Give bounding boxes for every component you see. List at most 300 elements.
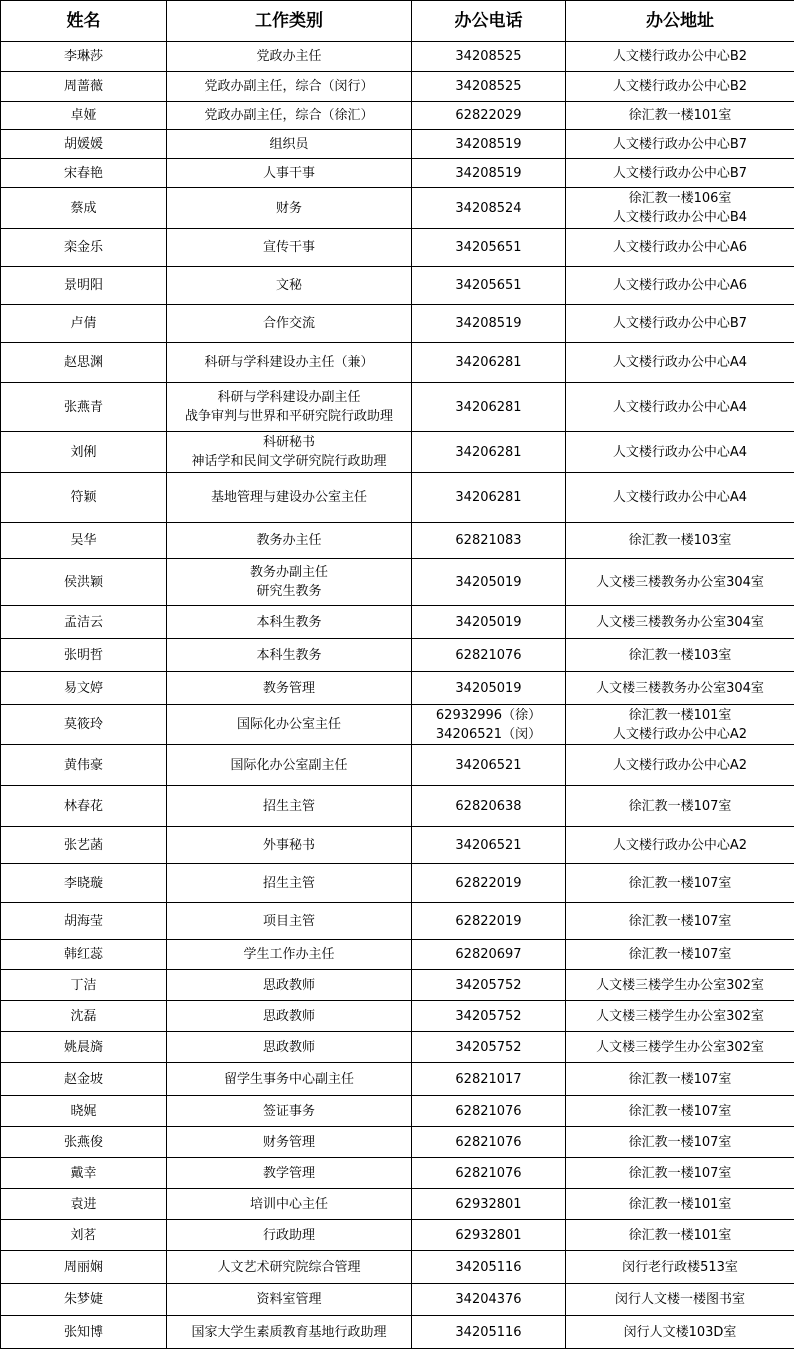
address-line: 人文楼三楼教务办公室304室 (570, 613, 790, 632)
phone-line: 34206521 (416, 756, 561, 775)
name-cell: 吴华 (1, 523, 167, 559)
role-cell (167, 827, 412, 864)
role-cell (167, 1063, 412, 1096)
phone-line: 34208525 (416, 47, 561, 66)
role-line: 培训中心主任 (171, 1195, 407, 1214)
name-cell: 张燕青 (1, 383, 167, 432)
address-cell (566, 383, 794, 432)
role-cell (167, 473, 412, 523)
table-row (1, 1001, 794, 1032)
address-line: 人文楼行政办公中心B7 (570, 135, 790, 154)
address-line: 徐汇教一楼107室 (570, 1102, 790, 1121)
role-line: 思政教师 (171, 1038, 407, 1057)
table-row (1, 72, 794, 102)
address-line: 徐汇教一楼103室 (570, 646, 790, 665)
address-cell (566, 1220, 794, 1251)
phone-line: 34205019 (416, 573, 561, 592)
phone-cell (412, 229, 566, 267)
role-cell (167, 523, 412, 559)
name-cell: 卓娅 (1, 102, 167, 130)
table-row (1, 1220, 794, 1251)
name-cell: 刘茗 (1, 1220, 167, 1251)
name-cell: 沈磊 (1, 1001, 167, 1032)
address-cell (566, 305, 794, 343)
name-cell: 栾金乐 (1, 229, 167, 267)
phone-line: 62822019 (416, 874, 561, 893)
phone-cell (412, 705, 566, 745)
name-cell: 袁进 (1, 1189, 167, 1220)
phone-cell (412, 1032, 566, 1063)
role-line: 本科生教务 (171, 613, 407, 632)
address-line: 人文楼三楼学生办公室302室 (570, 1038, 790, 1057)
table-row (1, 672, 794, 705)
phone-line: 62932801 (416, 1195, 561, 1214)
role-cell (167, 970, 412, 1001)
address-cell (566, 1284, 794, 1316)
address-cell (566, 1189, 794, 1220)
address-line: 闵行人文楼一楼图书室 (570, 1290, 790, 1309)
address-cell (566, 705, 794, 745)
phone-cell (412, 970, 566, 1001)
role-cell (167, 639, 412, 672)
address-cell (566, 786, 794, 827)
role-line: 合作交流 (171, 314, 407, 333)
address-cell (566, 903, 794, 940)
address-line: 人文楼三楼教务办公室304室 (570, 573, 790, 592)
table-row (1, 267, 794, 305)
role-cell (167, 130, 412, 159)
name-cell: 赵思渊 (1, 343, 167, 383)
name-cell: 姚晨旖 (1, 1032, 167, 1063)
role-cell (167, 745, 412, 786)
phone-cell (412, 343, 566, 383)
phone-cell (412, 606, 566, 639)
phone-line: 34208519 (416, 135, 561, 154)
address-cell (566, 267, 794, 305)
address-cell (566, 1158, 794, 1189)
role-line: 教务办主任 (171, 531, 407, 550)
table-row (1, 940, 794, 970)
table-row (1, 383, 794, 432)
phone-line: 62821076 (416, 1164, 561, 1183)
address-line: 闵行人文楼103D室 (570, 1323, 790, 1342)
address-line: 人文楼行政办公中心A4 (570, 353, 790, 372)
role-cell (167, 672, 412, 705)
name-cell: 晓娓 (1, 1096, 167, 1127)
name-cell: 林春花 (1, 786, 167, 827)
name-cell: 黄伟豪 (1, 745, 167, 786)
phone-cell (412, 383, 566, 432)
phone-cell (412, 559, 566, 606)
table-row (1, 1032, 794, 1063)
table-row (1, 1127, 794, 1158)
address-line: 人文楼行政办公中心B2 (570, 77, 790, 96)
name-cell: 张知博 (1, 1316, 167, 1349)
name-cell: 景明阳 (1, 267, 167, 305)
role-line: 项目主管 (171, 912, 407, 931)
phone-line: 62932801 (416, 1226, 561, 1245)
role-cell (167, 1220, 412, 1251)
phone-line: 62821083 (416, 531, 561, 550)
role-cell (167, 1284, 412, 1316)
role-line: 招生主管 (171, 874, 407, 893)
phone-line: 34206521 (416, 836, 561, 855)
phone-cell (412, 130, 566, 159)
phone-cell (412, 42, 566, 72)
address-line: 人文楼行政办公中心A4 (570, 443, 790, 462)
address-line: 徐汇教一楼107室 (570, 1070, 790, 1089)
role-line: 科研与学科建设办副主任 (171, 388, 407, 407)
table-row (1, 1251, 794, 1284)
address-line: 人文楼行政办公中心A6 (570, 276, 790, 295)
table-row (1, 970, 794, 1001)
header-name: 姓名 (1, 1, 167, 42)
address-line: 徐汇教一楼107室 (570, 1164, 790, 1183)
address-cell (566, 745, 794, 786)
table-row (1, 639, 794, 672)
role-line: 科研与学科建设办主任（兼） (171, 353, 407, 372)
address-cell (566, 1127, 794, 1158)
role-line: 行政助理 (171, 1226, 407, 1245)
role-line: 教务管理 (171, 679, 407, 698)
role-cell (167, 72, 412, 102)
address-cell (566, 639, 794, 672)
phone-line: 62821076 (416, 646, 561, 665)
phone-line: 62821017 (416, 1070, 561, 1089)
role-cell (167, 864, 412, 903)
address-line: 人文楼行政办公中心B2 (570, 47, 790, 66)
role-line: 国际化办公室主任 (171, 715, 407, 734)
role-line: 财务管理 (171, 1133, 407, 1152)
role-line: 教务办副主任 (171, 563, 407, 582)
table-row (1, 827, 794, 864)
phone-cell (412, 786, 566, 827)
name-cell: 易文婷 (1, 672, 167, 705)
role-line: 宣传干事 (171, 238, 407, 257)
role-line: 国家大学生素质教育基地行政助理 (171, 1323, 407, 1342)
address-cell (566, 827, 794, 864)
address-cell (566, 1251, 794, 1284)
role-line: 组织员 (171, 135, 407, 154)
phone-line: 62822019 (416, 912, 561, 931)
role-cell (167, 786, 412, 827)
address-cell (566, 606, 794, 639)
address-line: 人文楼三楼教务办公室304室 (570, 679, 790, 698)
address-line: 徐汇教一楼106室 (570, 189, 790, 208)
phone-cell (412, 1096, 566, 1127)
table-row (1, 606, 794, 639)
address-line: 徐汇教一楼107室 (570, 912, 790, 931)
table-row (1, 102, 794, 130)
phone-line: 62821076 (416, 1133, 561, 1152)
address-cell (566, 864, 794, 903)
table-row (1, 473, 794, 523)
table-row (1, 432, 794, 473)
table-row (1, 523, 794, 559)
role-line: 财务 (171, 199, 407, 218)
table-header-row (1, 1, 794, 42)
role-cell (167, 705, 412, 745)
phone-line: 34205116 (416, 1323, 561, 1342)
role-cell (167, 1316, 412, 1349)
phone-cell (412, 639, 566, 672)
table-row (1, 1284, 794, 1316)
table-row (1, 305, 794, 343)
role-cell (167, 1001, 412, 1032)
table-row (1, 903, 794, 940)
address-cell (566, 1316, 794, 1349)
phone-line: 34206281 (416, 398, 561, 417)
role-cell (167, 1032, 412, 1063)
phone-line: 34205019 (416, 679, 561, 698)
role-cell (167, 159, 412, 188)
role-line: 党政办副主任，综合（徐汇） (171, 106, 407, 125)
phone-line: 34206521（闵） (416, 725, 561, 744)
address-line: 徐汇教一楼107室 (570, 797, 790, 816)
address-line: 徐汇教一楼107室 (570, 1133, 790, 1152)
name-cell: 莫筱玲 (1, 705, 167, 745)
phone-line: 34205651 (416, 238, 561, 257)
address-line: 徐汇教一楼103室 (570, 531, 790, 550)
name-cell: 符颖 (1, 473, 167, 523)
header-address: 办公地址 (566, 1, 794, 42)
table-row (1, 1316, 794, 1349)
phone-line: 34208524 (416, 199, 561, 218)
phone-line: 34206281 (416, 488, 561, 507)
role-cell (167, 383, 412, 432)
role-line: 科研秘书 (171, 433, 407, 452)
role-cell (167, 606, 412, 639)
phone-cell (412, 1127, 566, 1158)
address-cell (566, 159, 794, 188)
phone-line: 62932996（徐） (416, 706, 561, 725)
phone-cell (412, 864, 566, 903)
name-cell: 韩红蕊 (1, 940, 167, 970)
phone-line: 34206281 (416, 353, 561, 372)
table-row (1, 559, 794, 606)
role-line: 神话学和民间文学研究院行政助理 (171, 452, 407, 471)
address-line: 人文楼行政办公中心A6 (570, 238, 790, 257)
phone-cell (412, 1063, 566, 1096)
table-row (1, 1096, 794, 1127)
phone-line: 34204376 (416, 1290, 561, 1309)
address-cell (566, 102, 794, 130)
phone-line: 62821076 (416, 1102, 561, 1121)
phone-cell (412, 903, 566, 940)
address-cell (566, 523, 794, 559)
role-cell (167, 559, 412, 606)
phone-cell (412, 1158, 566, 1189)
phone-cell (412, 188, 566, 229)
address-cell (566, 1063, 794, 1096)
phone-cell (412, 1284, 566, 1316)
address-line: 人文楼行政办公中心B7 (570, 164, 790, 183)
role-cell (167, 188, 412, 229)
address-line: 人文楼行政办公中心A2 (570, 836, 790, 855)
table-row (1, 1063, 794, 1096)
phone-line: 34205752 (416, 1038, 561, 1057)
address-line: 徐汇教一楼107室 (570, 945, 790, 964)
phone-cell (412, 305, 566, 343)
phone-line: 34205752 (416, 976, 561, 995)
role-cell (167, 1189, 412, 1220)
phone-cell (412, 159, 566, 188)
phone-cell (412, 102, 566, 130)
name-cell: 侯洪颖 (1, 559, 167, 606)
table-row (1, 159, 794, 188)
address-cell (566, 1001, 794, 1032)
role-cell (167, 940, 412, 970)
name-cell: 朱梦婕 (1, 1284, 167, 1316)
phone-line: 62822029 (416, 106, 561, 125)
header-phone: 办公电话 (412, 1, 566, 42)
name-cell: 周丽娴 (1, 1251, 167, 1284)
name-cell: 丁洁 (1, 970, 167, 1001)
address-cell (566, 72, 794, 102)
address-cell (566, 188, 794, 229)
address-line: 人文楼行政办公中心A4 (570, 488, 790, 507)
address-line: 人文楼行政办公中心B7 (570, 314, 790, 333)
role-line: 战争审判与世界和平研究院行政助理 (171, 407, 407, 426)
role-cell (167, 42, 412, 72)
address-line: 人文楼三楼学生办公室302室 (570, 1007, 790, 1026)
table-row (1, 130, 794, 159)
phone-cell (412, 672, 566, 705)
role-line: 思政教师 (171, 1007, 407, 1026)
address-line: 徐汇教一楼101室 (570, 1195, 790, 1214)
table-row (1, 188, 794, 229)
role-line: 文秘 (171, 276, 407, 295)
table-row (1, 1189, 794, 1220)
phone-cell (412, 1316, 566, 1349)
address-line: 人文楼行政办公中心A4 (570, 398, 790, 417)
address-cell (566, 42, 794, 72)
phone-line: 62820638 (416, 797, 561, 816)
role-cell (167, 1251, 412, 1284)
table-row (1, 864, 794, 903)
table-row (1, 786, 794, 827)
address-line: 闵行老行政楼513室 (570, 1258, 790, 1277)
role-line: 研究生教务 (171, 582, 407, 601)
phone-line: 34208525 (416, 77, 561, 96)
address-cell (566, 432, 794, 473)
phone-line: 34206281 (416, 443, 561, 462)
role-cell (167, 267, 412, 305)
role-line: 思政教师 (171, 976, 407, 995)
role-line: 留学生事务中心副主任 (171, 1070, 407, 1089)
phone-line: 34208519 (416, 164, 561, 183)
role-line: 人文艺术研究院综合管理 (171, 1258, 407, 1277)
name-cell: 胡海莹 (1, 903, 167, 940)
phone-cell (412, 267, 566, 305)
address-line: 徐汇教一楼101室 (570, 106, 790, 125)
name-cell: 周蔷薇 (1, 72, 167, 102)
role-cell (167, 432, 412, 473)
table-row (1, 343, 794, 383)
address-line: 徐汇教一楼107室 (570, 874, 790, 893)
phone-line: 62820697 (416, 945, 561, 964)
role-cell (167, 1127, 412, 1158)
phone-cell (412, 432, 566, 473)
role-cell (167, 229, 412, 267)
phone-cell (412, 827, 566, 864)
role-cell (167, 903, 412, 940)
role-cell (167, 343, 412, 383)
role-line: 资料室管理 (171, 1290, 407, 1309)
phone-line: 34205116 (416, 1258, 561, 1277)
address-line: 徐汇教一楼101室 (570, 706, 790, 725)
address-cell (566, 473, 794, 523)
table-row (1, 229, 794, 267)
table-row (1, 745, 794, 786)
address-line: 人文楼三楼学生办公室302室 (570, 976, 790, 995)
role-cell (167, 1158, 412, 1189)
role-line: 外事秘书 (171, 836, 407, 855)
table-row (1, 705, 794, 745)
phone-line: 34205752 (416, 1007, 561, 1026)
address-cell (566, 559, 794, 606)
role-line: 党政办主任 (171, 47, 407, 66)
name-cell: 蔡成 (1, 188, 167, 229)
phone-cell (412, 1189, 566, 1220)
phone-cell (412, 745, 566, 786)
role-line: 签证事务 (171, 1102, 407, 1121)
address-line: 人文楼行政办公中心A2 (570, 725, 790, 744)
address-cell (566, 1096, 794, 1127)
name-cell: 张燕俊 (1, 1127, 167, 1158)
name-cell: 张明哲 (1, 639, 167, 672)
role-line: 党政办副主任，综合（闵行） (171, 77, 407, 96)
role-line: 教学管理 (171, 1164, 407, 1183)
role-line: 人事干事 (171, 164, 407, 183)
role-line: 招生主管 (171, 797, 407, 816)
role-line: 本科生教务 (171, 646, 407, 665)
address-line: 人文楼行政办公中心B4 (570, 208, 790, 227)
phone-line: 34205019 (416, 613, 561, 632)
role-line: 基地管理与建设办公室主任 (171, 488, 407, 507)
address-cell (566, 970, 794, 1001)
phone-cell (412, 473, 566, 523)
name-cell: 李琳莎 (1, 42, 167, 72)
phone-cell (412, 1220, 566, 1251)
phone-line: 34205651 (416, 276, 561, 295)
name-cell: 胡媛媛 (1, 130, 167, 159)
name-cell: 戴幸 (1, 1158, 167, 1189)
name-cell: 李晓璇 (1, 864, 167, 903)
role-line: 学生工作办主任 (171, 945, 407, 964)
name-cell: 赵金坡 (1, 1063, 167, 1096)
address-cell (566, 1032, 794, 1063)
address-cell (566, 229, 794, 267)
name-cell: 宋春艳 (1, 159, 167, 188)
address-line: 人文楼行政办公中心A2 (570, 756, 790, 775)
header-role: 工作类别 (167, 1, 412, 42)
phone-cell (412, 1001, 566, 1032)
address-cell (566, 343, 794, 383)
name-cell: 孟洁云 (1, 606, 167, 639)
phone-cell (412, 1251, 566, 1284)
role-cell (167, 305, 412, 343)
table-row (1, 42, 794, 72)
address-line: 徐汇教一楼101室 (570, 1226, 790, 1245)
table-row (1, 1158, 794, 1189)
phone-cell (412, 523, 566, 559)
name-cell: 卢倩 (1, 305, 167, 343)
address-cell (566, 130, 794, 159)
role-cell (167, 1096, 412, 1127)
role-line: 国际化办公室副主任 (171, 756, 407, 775)
phone-line: 34208519 (416, 314, 561, 333)
